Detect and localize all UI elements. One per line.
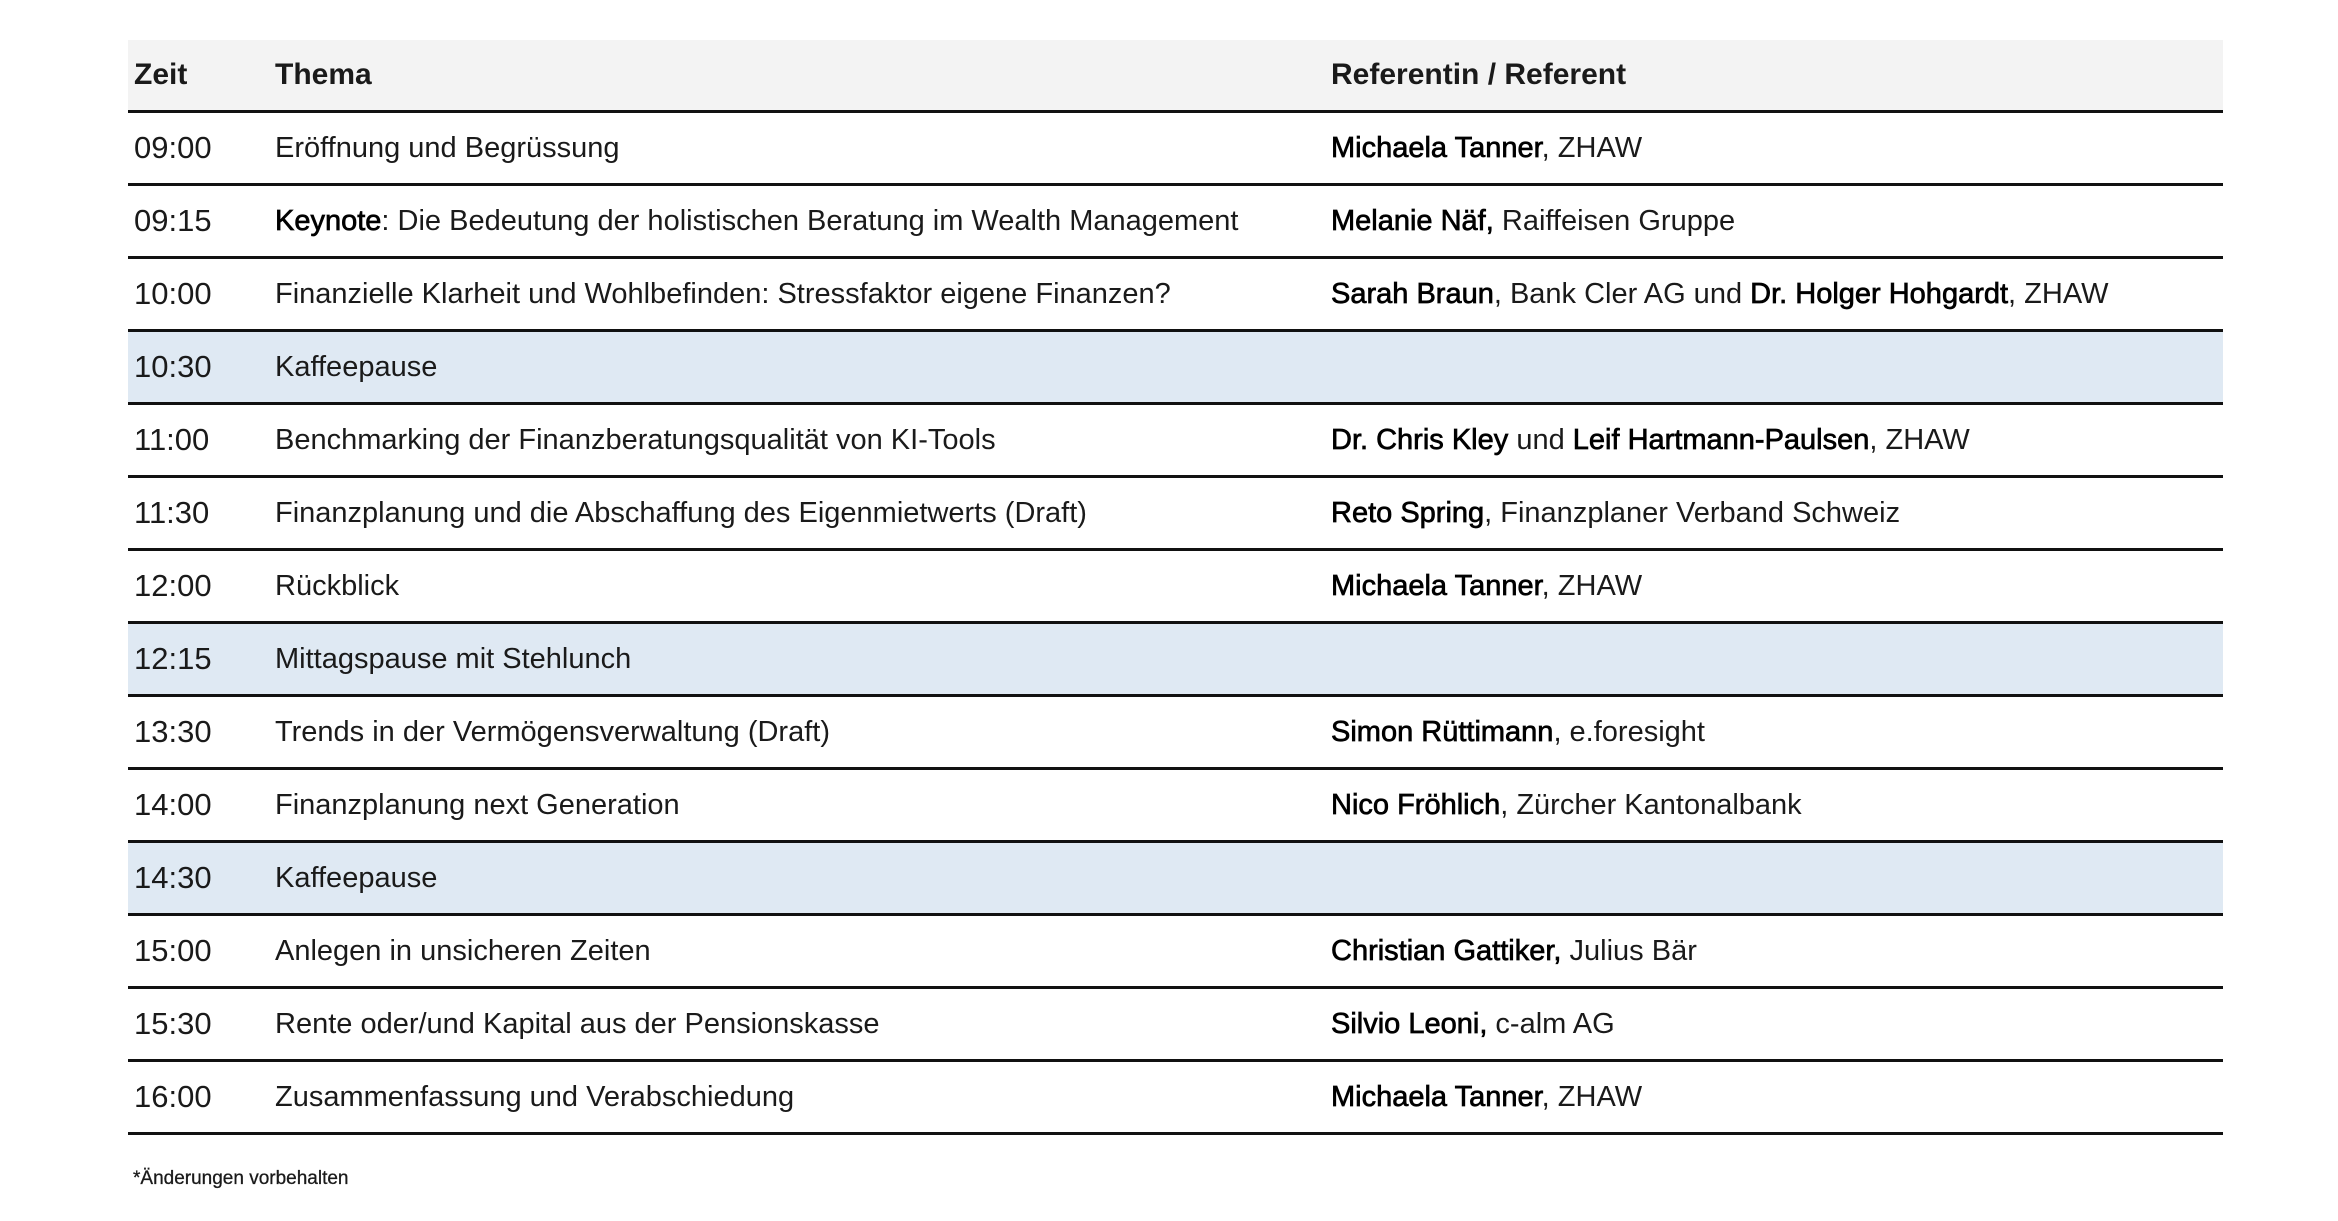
row-topic: Anlegen in unsicheren Zeiten (275, 934, 651, 967)
row-speaker (1331, 278, 2223, 311)
speaker-affiliation: , ZHAW (1869, 423, 1970, 456)
row-speaker (1331, 716, 2223, 749)
speaker-affiliation: , ZHAW (1541, 131, 1643, 164)
speaker-name: Michaela Tanner (1331, 569, 1542, 602)
footnote: *Änderungen vorbehalten (133, 1168, 349, 1189)
speaker-affiliation: Julius Bär (1561, 934, 1697, 967)
table-row (128, 697, 2223, 770)
speaker-name: Silvio Leoni, (1331, 1007, 1488, 1040)
row-time: 12:00 (134, 568, 212, 603)
speaker-name: Simon Rüttimann (1331, 715, 1554, 748)
row-speaker (1331, 497, 2223, 530)
row-topic: Finanzplanung next Generation (275, 788, 680, 821)
speaker-name: Leif Hartmann-Paulsen (1572, 423, 1870, 456)
speaker-affiliation: , e.foresight (1553, 715, 1705, 748)
row-topic: Kaffeepause (275, 861, 438, 894)
topic-segment: Keynote (275, 204, 382, 237)
row-time: 09:15 (134, 203, 212, 238)
row-time: 13:30 (134, 714, 212, 749)
speaker-affiliation: , ZHAW (2008, 277, 2109, 310)
row-time: 10:00 (134, 276, 212, 311)
row-topic: Kaffeepause (275, 350, 438, 383)
speaker-affiliation: , ZHAW (1541, 569, 1643, 602)
speaker-name: Sarah Braun (1331, 277, 1494, 310)
speaker-affiliation: , Zürcher Kantonalbank (1500, 788, 1802, 821)
row-topic: Zusammenfassung und Verabschiedung (275, 1080, 795, 1113)
speaker-name: Reto Spring (1331, 496, 1485, 529)
table-body (128, 113, 2223, 1135)
table-row (128, 113, 2223, 186)
table-row (128, 770, 2223, 843)
row-topic: Mittagspause mit Stehlunch (275, 642, 632, 675)
row-time: 15:30 (134, 1006, 212, 1041)
row-speaker (1331, 1081, 2223, 1114)
table-row (128, 478, 2223, 551)
row-topic (275, 205, 1331, 238)
row-speaker (1331, 205, 2223, 238)
row-speaker (1331, 132, 2223, 165)
row-speaker (1331, 424, 2223, 457)
header-speaker: Referentin / Referent (1331, 58, 1627, 91)
row-time: 09:00 (134, 130, 212, 165)
row-speaker (1331, 1008, 2223, 1041)
row-time: 14:30 (134, 860, 212, 895)
table-row-break (128, 843, 2223, 916)
speaker-affiliation: und (1508, 423, 1573, 456)
speaker-name: Dr. Holger Hohgardt (1750, 277, 2009, 310)
speaker-affiliation: , Finanzplaner Verband Schweiz (1484, 496, 1901, 529)
speaker-affiliation: Raiffeisen Gruppe (1493, 204, 1736, 237)
row-speaker (1331, 935, 2223, 968)
table-row (128, 259, 2223, 332)
row-time: 10:30 (134, 349, 212, 384)
row-topic: Rückblick (275, 569, 400, 602)
speaker-affiliation: , ZHAW (1541, 1080, 1643, 1113)
table-row (128, 1062, 2223, 1135)
table-row-break (128, 332, 2223, 405)
row-time: 14:00 (134, 787, 212, 822)
row-time: 16:00 (134, 1079, 212, 1114)
table-row-break (128, 624, 2223, 697)
table-row (128, 989, 2223, 1062)
speaker-name: Christian Gattiker, (1331, 934, 1562, 967)
table-row (128, 551, 2223, 624)
row-topic: Eröffnung und Begrüssung (275, 131, 620, 164)
speaker-affiliation: , Bank Cler AG und (1493, 277, 1751, 310)
header-time: Zeit (134, 58, 188, 91)
row-time: 11:30 (134, 495, 210, 530)
row-topic: Finanzielle Klarheit und Wohlbefinden: Stressfaktor eigene Finanzen? (275, 277, 1171, 310)
table-row (128, 916, 2223, 989)
speaker-name: Michaela Tanner (1331, 1080, 1542, 1113)
row-time: 12:15 (134, 641, 212, 676)
row-topic: Trends in der Vermögensverwaltung (Draft) (275, 715, 830, 748)
row-speaker (1331, 570, 2223, 603)
agenda-table (128, 40, 2223, 1135)
row-topic: Rente oder/und Kapital aus der Pensionskasse (275, 1007, 880, 1040)
speaker-affiliation: c-alm AG (1487, 1007, 1615, 1040)
table-row (128, 405, 2223, 478)
table-header (128, 40, 2223, 113)
header-topic: Thema (275, 58, 372, 91)
row-time: 11:00 (134, 422, 210, 457)
speaker-name: Nico Fröhlich (1331, 788, 1501, 821)
row-topic: Finanzplanung und die Abschaffung des Eigenmietwerts (Draft) (275, 496, 1087, 529)
speaker-name: Melanie Näf, (1331, 204, 1494, 237)
table-row (128, 186, 2223, 259)
topic-segment: : Die Bedeutung der holistischen Beratung im Wealth Management (381, 204, 1239, 237)
row-topic: Benchmarking der Finanzberatungsqualität von KI-Tools (275, 423, 996, 456)
speaker-name: Michaela Tanner (1331, 131, 1542, 164)
speaker-name: Dr. Chris Kley (1331, 423, 1509, 456)
row-time: 15:00 (134, 933, 212, 968)
row-speaker (1331, 789, 2223, 822)
